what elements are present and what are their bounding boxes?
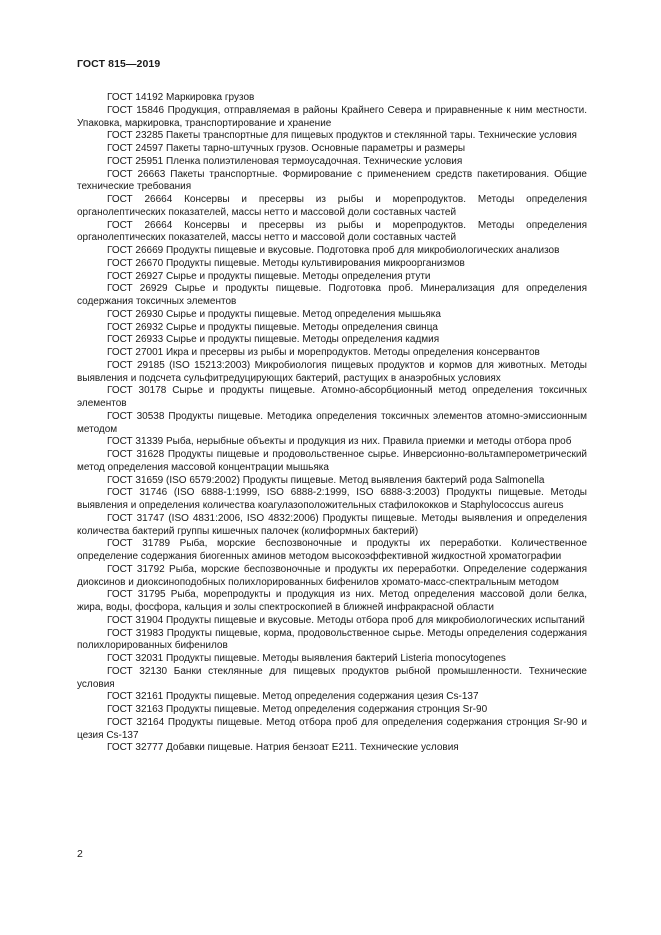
reference-entry: ГОСТ 26670 Продукты пищевые. Методы культивирования микроорганизмов <box>107 257 465 269</box>
reference-entry: ГОСТ 26933 Сырье и продукты пищевые. Методы определения кадмия <box>107 334 440 346</box>
page-number: 2 <box>77 848 83 860</box>
reference-entry: ГОСТ 26669 Продукты пищевые и вкусовые. Подготовка проб для микробиологических анализов <box>107 245 560 256</box>
reference-entry: ГОСТ 26663 Пакеты транспортные. Формирование с применением средств пакетирования. Общие технические требования <box>77 168 587 193</box>
reference-entry: ГОСТ 32031 Продукты пищевые. Методы выявления бактерий Listeria monocytogenes <box>107 653 506 664</box>
reference-entry: ГОСТ 23285 Пакеты транспортные для пищевых продуктов и стеклянной тары. Технические условия <box>107 130 577 142</box>
reference-entry: ГОСТ 26930 Сырье и продукты пищевые. Метод определения мышьяка <box>107 308 441 320</box>
reference-entry: ГОСТ 31795 Рыба, морепродукты и продукция из них. Метод определения массовой доли белка, жира, воды, фосфора, кальция и золы спектроскопией в ближней инфракрасной области <box>77 589 587 613</box>
reference-entry: ГОСТ 26664 Консервы и пресервы из рыбы и морепродуктов. Методы определения органолептических показателей, массы нетто и массовой доли составных частей <box>77 194 587 218</box>
reference-entry: ГОСТ 31747 (ISO 4831:2006, ISO 4832:2006) Продукты пищевые. Методы выявления и определения количества бактерий группы кишечных палочек (колиформных бактерий) <box>77 512 587 537</box>
reference-entry: ГОСТ 14192 Маркировка грузов <box>107 92 255 103</box>
reference-entry: ГОСТ 31904 Продукты пищевые и вкусовые. Методы отбора проб для микробиологических испытаний <box>107 614 585 626</box>
reference-entry: ГОСТ 30538 Продукты пищевые. Методика определения токсичных элементов атомно-эмиссионным методом <box>77 410 587 435</box>
reference-entry: ГОСТ 31983 Продукты пищевые, корма, продовольственное сырье. Методы определения содержания полихлорированных бифенилов <box>77 627 587 652</box>
reference-entry: ГОСТ 31746 (ISO 6888-1:1999, ISO 6888-2:1999, ISO 6888-3:2003) Продукты пищевые. Методы выявления и определения количества коагулазоположительных стафилококков и Staphylococcus aureus <box>77 487 587 511</box>
reference-entry: ГОСТ 26927 Сырье и продукты пищевые. Методы определения ртути <box>107 270 431 282</box>
reference-entry: ГОСТ 31339 Рыба, нерыбные объекты и продукция из них. Правила приемки и методы отбора проб <box>107 436 572 448</box>
reference-entry: ГОСТ 32163 Продукты пищевые. Метод определения содержания стронция Sr-90 <box>107 704 488 715</box>
reference-entry: ГОСТ 15846 Продукция, отправляемая в районы Крайнего Севера и приравненные к ним местности. Упаковка, маркировка, транспортирование и хранение <box>77 104 587 129</box>
reference-entry: ГОСТ 32164 Продукты пищевые. Метод отбора проб для определения содержания стронция Sr-90 и цезия Cs-137 <box>77 716 587 741</box>
references-list <box>77 92 587 755</box>
reference-entry: ГОСТ 26664 Консервы и пресервы из рыбы и морепродуктов. Методы определения органолептических показателей, массы нетто и массовой доли составных частей <box>77 219 587 244</box>
reference-entry: ГОСТ 30178 Сырье и продукты пищевые. Атомно-абсорбционный метод определения токсичных элементов <box>77 385 587 409</box>
reference-entry: ГОСТ 32777 Добавки пищевые. Натрия бензоат E211. Технические условия <box>107 742 459 754</box>
reference-entry: ГОСТ 27001 Икра и пресервы из рыбы и морепродуктов. Методы определения консервантов <box>107 347 540 358</box>
reference-entry: ГОСТ 24597 Пакеты тарно-штучных грузов. Основные параметры и размеры <box>107 143 466 154</box>
reference-entry: ГОСТ 31659 (ISO 6579:2002) Продукты пищевые. Метод выявления бактерий рода Salmonella <box>107 474 545 486</box>
document-header: ГОСТ 815—2019 <box>77 58 161 70</box>
reference-entry: ГОСТ 26932 Сырье и продукты пищевые. Методы определения свинца <box>107 321 438 333</box>
reference-entry: ГОСТ 25951 Пленка полиэтиленовая термоусадочная. Технические условия <box>107 155 463 167</box>
reference-entry: ГОСТ 32130 Банки стеклянные для пищевых продуктов рыбной промышленности. Технические условия <box>77 665 587 690</box>
reference-entry: ГОСТ 31789 Рыба, морские беспозвоночные и продукты их переработки. Количественное определение содержания биогенных аминов методом высокоэффективной жидкостной хроматографии <box>77 538 587 562</box>
reference-entry: ГОСТ 29185 (ISO 15213:2003) Микробиология пищевых продуктов и кормов для животных. Методы выявления и подсчета сульфитредуцирующих бактерий, растущих в анаэробных условиях <box>77 359 587 384</box>
reference-entry: ГОСТ 26929 Сырье и продукты пищевые. Подготовка проб. Минерализация для определения содержания токсичных элементов <box>77 283 587 307</box>
reference-entry: ГОСТ 31628 Продукты пищевые и продовольственное сырье. Инверсионно-вольтамперометрический метод определения массовой концентрации мышьяка <box>77 449 587 473</box>
reference-entry: ГОСТ 31792 Рыба, морские беспозвоночные и продукты их переработки. Определение содержания диоксинов и диоксиноподобных полихлорированных бифенилов хромато-масс-спектральным методом <box>77 563 587 588</box>
reference-entry: ГОСТ 32161 Продукты пищевые. Метод определения содержания цезия Cs-137 <box>107 691 479 703</box>
